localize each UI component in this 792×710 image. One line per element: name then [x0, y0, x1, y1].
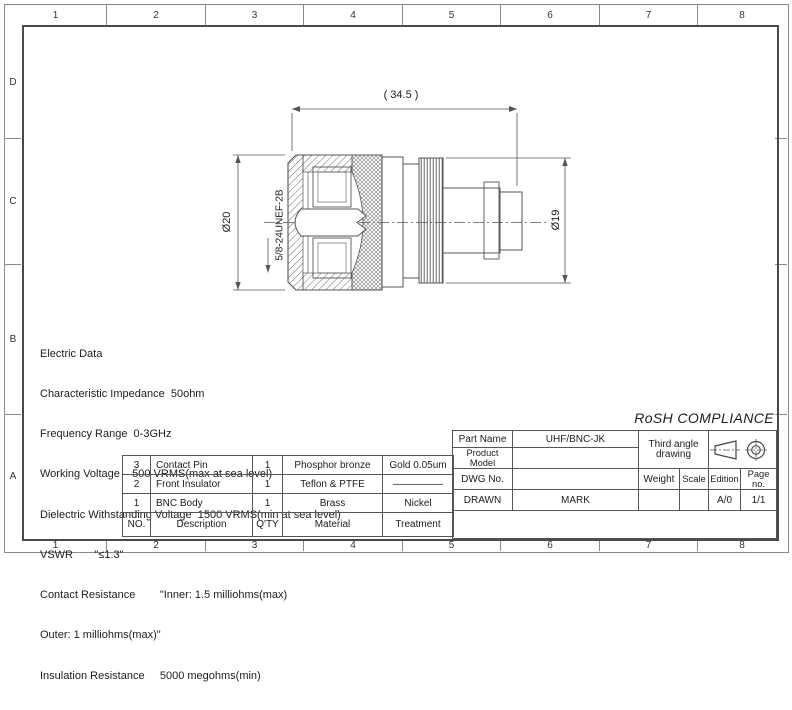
bayonet-lug-bottom — [484, 253, 499, 259]
product-model-value — [513, 448, 639, 469]
grid-col-label: 7 — [600, 5, 698, 25]
electric-data-line: Insulation Resistance 5000 megohms(min) — [40, 669, 261, 682]
part-material: Brass — [283, 494, 383, 513]
electric-data-line: Working Voltage 500 VRMS(max at sea level) — [40, 468, 273, 481]
grid-col-label: 7 — [600, 539, 698, 551]
dwg-no-label: DWG No. — [453, 469, 513, 490]
dimension-overall-length — [292, 109, 517, 186]
thread-insert-top — [313, 167, 351, 207]
grid-row-label: D — [5, 26, 21, 139]
bnc-body-cylinder — [443, 188, 500, 253]
dim-arrow — [562, 275, 567, 283]
projection-label: Third angle drawing — [639, 431, 709, 469]
grid-row-label: C — [5, 139, 21, 265]
table-row — [123, 494, 454, 513]
weight-label: Weight — [639, 469, 680, 490]
scale-value — [680, 490, 709, 511]
electric-data-line: Outer: 1 milliohms(max)" — [40, 629, 161, 642]
part-no: 2 — [123, 475, 151, 494]
dim-label-overall-length: ( 34.5 ) — [383, 89, 419, 101]
part-description: Contact Pin — [151, 456, 253, 475]
dim-label-dia20: Ø20 — [221, 211, 233, 233]
center-contact-pin — [295, 209, 366, 236]
nut-bottom-wall-hatch — [303, 273, 352, 290]
electric-data-line: VSWR "≤1.3" — [40, 548, 124, 561]
grid-col-label: 5 — [403, 5, 501, 25]
grid-col-label: 1 — [5, 539, 107, 551]
table-row — [123, 475, 454, 494]
page-no-label: Page no. — [741, 469, 777, 490]
compliance-note: RoSH COMPLIANCE — [634, 410, 774, 426]
grid-col-label: 8 — [739, 539, 745, 551]
drawn-label: DRAWN — [453, 490, 513, 511]
header-description: Description — [151, 513, 253, 537]
dim-label-dia19: Ø19 — [550, 209, 562, 231]
electric-data-line: Dielectric Withstanding Voltage 1500 VRMS(min at sea level) — [40, 508, 341, 521]
body-groove-ring — [403, 164, 419, 278]
part-material: Phosphor bronze — [283, 456, 383, 475]
bayonet-lug-top — [484, 182, 499, 188]
header-no: NO. — [123, 513, 151, 537]
part-name-label: Part Name — [453, 431, 513, 448]
part-treatment: ————— — [383, 475, 454, 494]
electric-data-line: Frequency Range 0-3GHz — [40, 428, 172, 441]
grid-col-label: 5 — [403, 539, 501, 551]
grid-col-label: 6 — [501, 539, 600, 551]
dim-arrow — [235, 155, 240, 163]
scale-label: Scale — [680, 469, 709, 490]
third-angle-projection-icon — [709, 436, 773, 464]
weight-value — [639, 490, 680, 511]
part-treatment: Nickel — [383, 494, 454, 513]
edition-value: A/0 — [709, 490, 741, 511]
product-model-label: Product Model — [453, 448, 513, 469]
grid-row-label: B — [5, 265, 21, 415]
dim-arrow — [562, 158, 567, 166]
part-name-value: UHF/BNC-JK — [513, 431, 639, 448]
grid-row-label: A — [9, 470, 17, 482]
page-no-value: 1/1 — [741, 490, 777, 511]
thread-insert-top-inner — [318, 172, 346, 202]
drawn-value: MARK — [513, 490, 639, 511]
table-row — [123, 456, 454, 475]
part-no: 1 — [123, 494, 151, 513]
header-treatment: Treatment — [383, 513, 454, 537]
header-qty: Q'TY — [253, 513, 283, 537]
part-qty: 1 — [253, 456, 283, 475]
header-material: Material — [283, 513, 383, 537]
grid-col-label: 2 — [107, 5, 206, 25]
grid-col-label: 8 — [739, 9, 745, 21]
grid-col-label: 3 — [206, 539, 304, 551]
grid-col-label: 2 — [107, 539, 206, 551]
electric-data-line: Contact Resistance "Inner: 1.5 milliohms(max) — [40, 589, 288, 602]
thread-insert-bottom — [313, 238, 351, 278]
edition-label: Edition — [709, 469, 741, 490]
dim-arrow — [509, 106, 517, 112]
dwg-no-value — [513, 469, 639, 490]
grid-col-label: 1 — [5, 5, 107, 25]
part-material: Teflon & PTFE — [283, 475, 383, 494]
dim-arrow — [235, 282, 240, 290]
dim-arrow — [292, 106, 300, 112]
table-header-row — [123, 513, 454, 537]
part-qty: 1 — [253, 494, 283, 513]
part-qty: 1 — [253, 475, 283, 494]
grid-col-label: 4 — [304, 539, 403, 551]
part-treatment: Gold 0.05um — [383, 456, 454, 475]
part-description: BNC Body — [151, 494, 253, 513]
bnc-end-face — [500, 192, 522, 250]
title-block — [452, 430, 777, 539]
parts-table — [122, 455, 454, 537]
grid-col-label: 4 — [304, 5, 403, 25]
thread-spec-label: 5/8-24UNEF-2B — [274, 189, 286, 261]
grid-col-label: 6 — [501, 5, 600, 25]
knurled-ring — [419, 158, 443, 283]
part-description: Front Insulator — [151, 475, 253, 494]
electric-data-line: Electric Data — [40, 347, 103, 360]
body-step-cylinder — [382, 157, 403, 287]
title-block-remarks — [453, 511, 777, 539]
part-no: 3 — [123, 456, 151, 475]
electric-data-line: Characteristic Impedance 50ohm — [40, 388, 205, 401]
nut-top-wall-hatch — [303, 155, 352, 172]
dim-arrow — [266, 265, 271, 273]
projection-symbol-cell — [709, 431, 777, 469]
grid-col-label: 3 — [206, 5, 304, 25]
thread-insert-bottom-inner — [318, 243, 346, 273]
